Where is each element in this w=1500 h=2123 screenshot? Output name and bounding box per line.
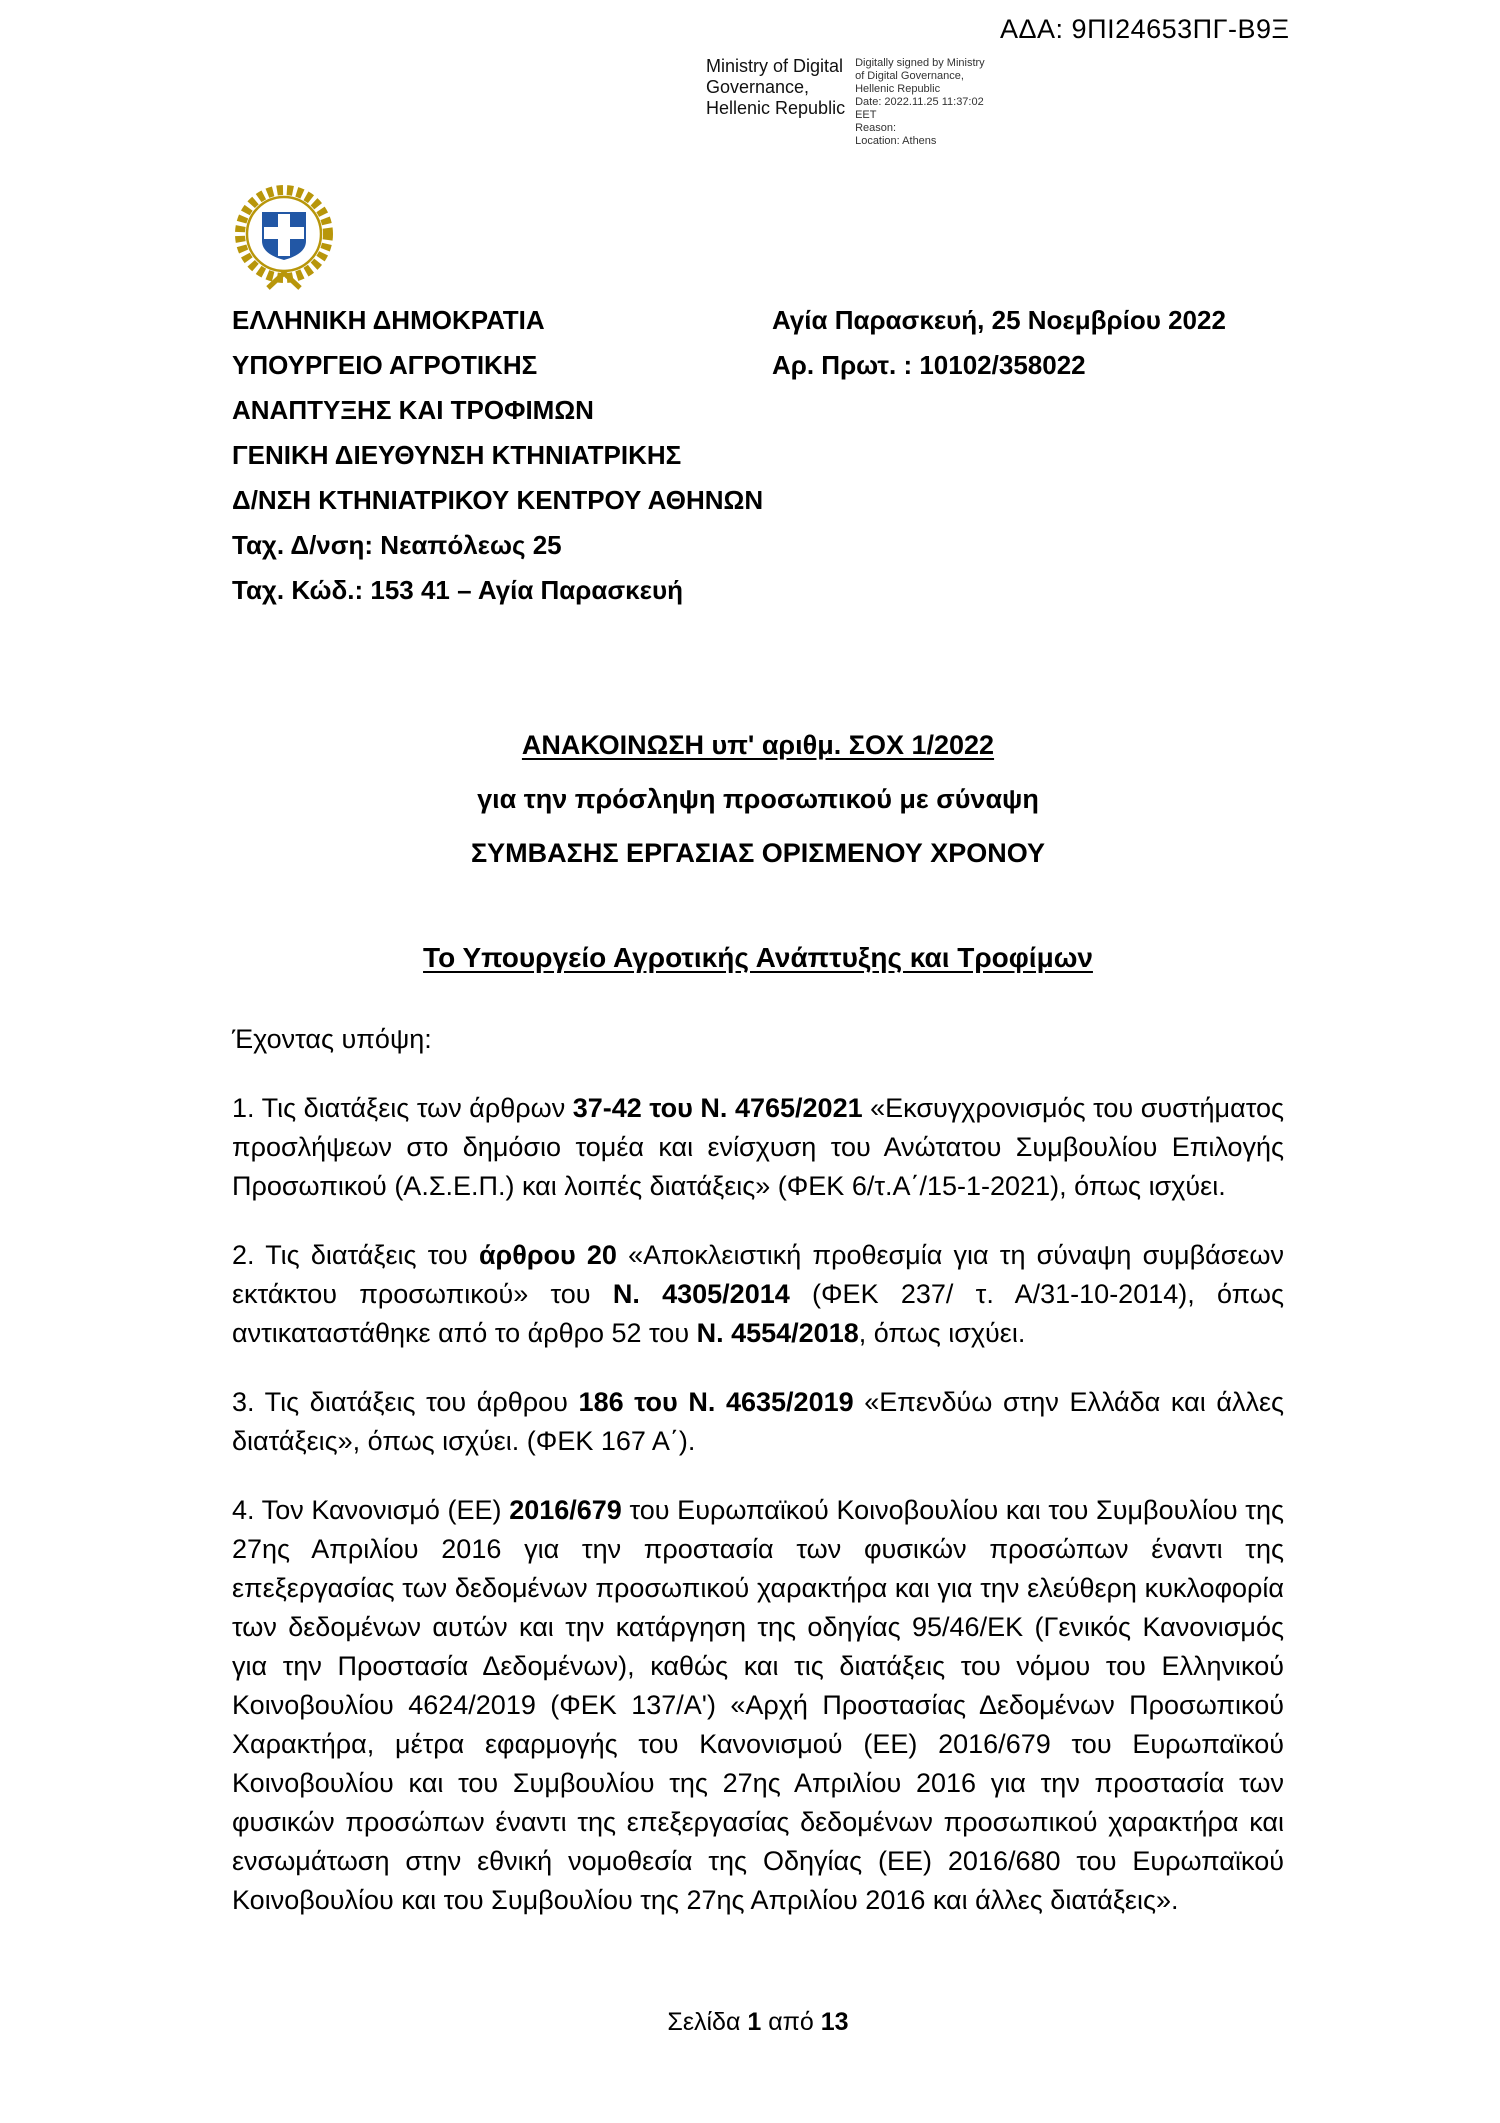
sender-block (232, 298, 763, 613)
sender-line-address: Ταχ. Δ/νση: Νεαπόλεως 25 (232, 530, 562, 560)
reference-block (772, 298, 1226, 388)
place-date: Αγία Παρασκευή, 25 Νοεμβρίου 2022 (772, 305, 1226, 335)
paragraph-2: 2. Τις διατάξεις του άρθρου 20 «Αποκλειστική προθεσμία για τη σύναψη συμβάσεων εκτάκτου προσωπικού» του Ν. 4305/2014 (ΦΕΚ 237/ τ. Α/31-10-2014), όπως αντικαταστάθηκε από το άρθρο 52 του Ν. 4554/2018, όπως ισχύει. (232, 1240, 1285, 1348)
signature-detail-line: of Digital Governance, (855, 70, 964, 82)
signature-detail-line: Digitally signed by Ministry (855, 57, 985, 69)
page-footer: Σελίδα 1 από 13 (667, 2008, 849, 2036)
document-body (232, 718, 1284, 1920)
signature-detail-line: Hellenic Republic (855, 83, 941, 95)
signature-detail-line: Location: Athens (855, 135, 937, 147)
announcement-subtitle-2: ΣΥΜΒΑΣΗΣ ΕΡΓΑΣΙΑΣ ΟΡΙΣΜΕΝΟΥ ΧΡΟΝΟΥ (470, 838, 1046, 868)
greek-coat-of-arms (232, 182, 336, 292)
sender-line-ministry-1: ΥΠΟΥΡΓΕΙΟ ΑΓΡΟΤΙΚΗΣ (232, 350, 538, 380)
signature-details (855, 56, 985, 148)
paragraph-1: 1. Τις διατάξεις των άρθρων 37-42 του Ν. 4765/2021 «Εκσυγχρονισμός του συστήματος προσλήψεων στο δημόσιο τομέα και ενίσχυση του Ανώτατου Συμβουλίου Επιλογής Προσωπικού (Α.Σ.Ε.Π.) και λοιπές διατάξεις» (ΦΕΚ 6/τ.Α΄/15-1-2021), όπως ισχύει. (232, 1093, 1285, 1201)
signature-signer-line: Governance, (706, 77, 810, 97)
sender-line-directorate-general: ΓΕΝΙΚΗ ΔΙΕΥΘΥΝΣΗ ΚΤΗΝΙΑΤΡΙΚΗΣ (232, 440, 682, 470)
announcement-title: ΑΝΑΚΟΙΝΩΣΗ υπ' αριθμ. ΣΟΧ 1/2022 (521, 730, 995, 760)
intro-line: Έχοντας υπόψη: (232, 1024, 432, 1054)
signature-signer (706, 56, 845, 148)
signature-detail-line: EET (855, 109, 877, 121)
coat-of-arms-icon (232, 182, 336, 292)
sender-line-republic: ΕΛΛΗΝΙΚΗ ΔΗΜΟΚΡΑΤΙΑ (232, 305, 545, 335)
signature-signer-line: Ministry of Digital (706, 56, 844, 76)
issuing-authority: Το Υπουργείο Αγροτικής Ανάπτυξης και Τροφίμων (423, 942, 1093, 973)
sender-line-directorate: Δ/ΝΣΗ ΚΤΗΝΙΑΤΡΙΚΟΥ ΚΕΝΤΡΟΥ ΑΘΗΝΩΝ (232, 485, 764, 515)
announcement-subtitle-1: για την πρόσληψη προσωπικού με σύναψη (477, 784, 1039, 814)
protocol-number: Αρ. Πρωτ. : 10102/358022 (772, 350, 1086, 380)
signature-detail-line: Reason: (855, 122, 897, 134)
paragraph-4: 4. Τον Κανονισμό (ΕΕ) 2016/679 του Ευρωπαϊκού Κοινοβουλίου και του Συμβουλίου της 27ης Απριλίου 2016 για την προστασία των φυσικών προσώπων έναντι της επεξεργασίας των δεδομένων προσωπικού χαρακτήρα και για την ελεύθερη κυκλοφορία των δεδομένων αυτών και την κατάργηση της οδηγίας 95/46/ΕΚ (Γενικός Κανονισμός για την Προστασία Δεδομένων), καθώς και τις διατάξεις του νόμου του Ελληνικού Κοινοβουλίου 4624/2019 (ΦΕΚ 137/Α') «Αρχή Προστασίας Δεδομένων Προσωπικού Χαρακτήρα, μέτρα εφαρμογής του Κανονισμού (ΕΕ) 2016/679 του Ευρωπαϊκού Κοινοβουλίου και του Συμβουλίου της 27ης Απριλίου 2016 για την προστασία των φυσικών προσώπων έναντι της επεξεργασίας δεδομένων προσωπικού χαρακτήρα και ενσωμάτωση στην εθνική νομοθεσία της Οδηγίας (ΕΕ) 2016/680 του Ευρωπαϊκού Κοινοβουλίου και του Συμβουλίου της 27ης Απριλίου 2016 και άλλες διατάξεις». (232, 1495, 1284, 1915)
sender-line-postal-code: Ταχ. Κώδ.: 153 41 – Αγία Παρασκευή (232, 575, 684, 605)
sender-line-ministry-2: ΑΝΑΠΤΥΞΗΣ ΚΑΙ ΤΡΟΦΙΜΩΝ (232, 395, 594, 425)
digital-signature-block (706, 56, 985, 148)
signature-detail-line: Date: 2022.11.25 11:37:02 (855, 96, 984, 108)
paragraph-3: 3. Τις διατάξεις του άρθρου 186 του Ν. 4635/2019 «Επενδύω στην Ελλάδα και άλλες διατάξεις», όπως ισχύει. (ΦΕΚ 167 Α΄). (232, 1387, 1284, 1456)
ada-code: ΑΔΑ: 9ΠΙ24653ΠΓ-Β9Ξ (1000, 14, 1290, 44)
signature-signer-line: Hellenic Republic (706, 98, 846, 118)
